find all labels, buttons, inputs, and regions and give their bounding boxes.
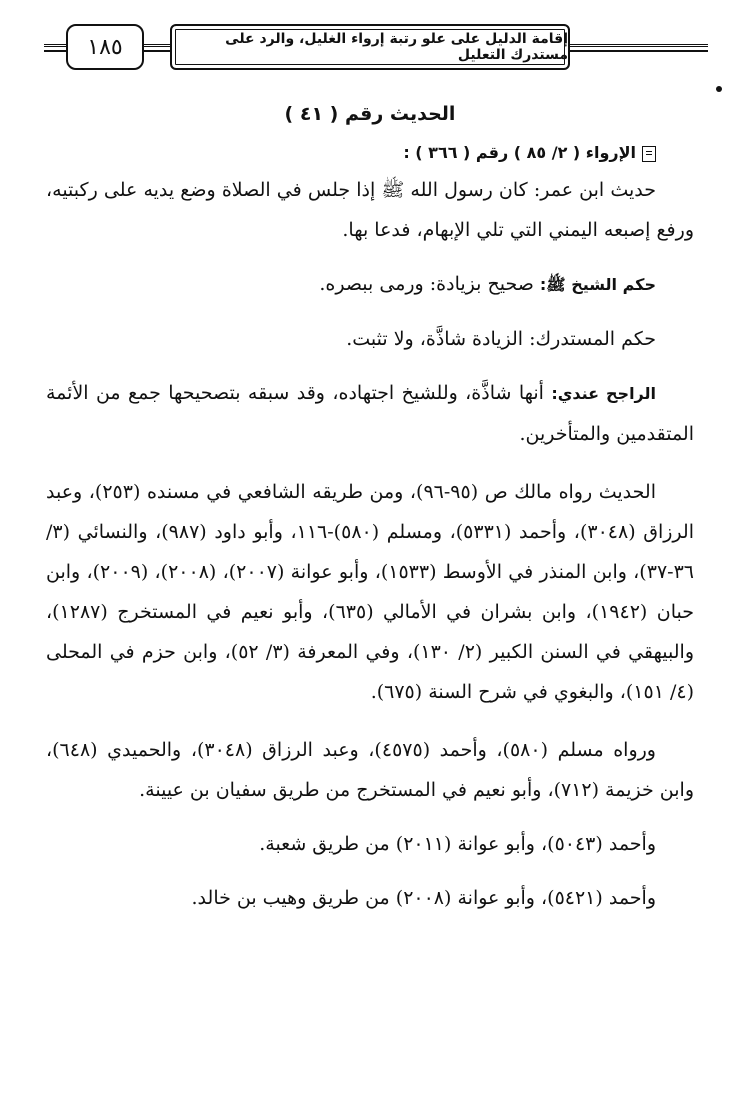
ruling-shaykh <box>46 264 694 305</box>
ruling-critic-text: الزيادة شاذَّة، ولا تثبت. <box>346 328 530 350</box>
preferred-opinion <box>46 373 694 454</box>
takhrij-paragraph-2: ورواه مسلم (٥٨٠)، وأحمد (٤٥٧٥)، وعبد الرزاق (٣٠٤٨)، والحميدي (٦٤٨)، وابن خزيمة (٧١٢)، وأبو نعيم في المستخرج من طريق سفيان بن عيينة. <box>46 739 694 801</box>
source-reference <box>46 136 656 170</box>
page-number: ١٨٥ <box>87 34 123 60</box>
ruling-critic <box>46 319 694 359</box>
ruling-shaykh-text: صحيح بزيادة: ورمى ببصره. <box>319 273 540 295</box>
preferred-text: أنها شاذَّة، وللشيخ اجتهاده، وقد سبقه بتصحيحها جمع من الأئمة المتقدمين والمتأخرين. <box>46 382 694 445</box>
ruling-shaykh-label: حكم الشيخ ﷺ: <box>539 275 656 294</box>
source-text: الإرواء ( ٢/ ٨٥ ) رقم ( ٣٦٦ ) : <box>403 143 636 162</box>
takhrij-paragraph-1: الحديث رواه مالك ص (٩٥-٩٦)، ومن طريقه الشافعي في مسنده (٢٥٣)، وعبد الرزاق (٣٠٤٨)، وأحمد (٥٣٣١)، ومسلم (٥٨٠)-١١٦، وأبو داود (٩٨٧)، والنسائي (٣/ ٣٦-٣٧)، وابن المنذر في الأوسط (١٥٣٣)، وأبو عوانة (٢٠٠٧)، (٢٠٠٨)، (٢٠٠٩)، وابن حبان (١٩٤٢)، وابن بشران في الأمالي (٦٣٥)، وأبو نعيم في المستخرج (١٢٨٧)، والبيهقي في السنن الكبير (٢/ ١٣٠)، وفي المعرفة (٣/ ٥٢)، وابن حزم في المحلى (٤/ ١٥١)، والبغوي في شرح السنة (٦٧٥). <box>46 481 694 703</box>
running-title: إقامة الدليل على علو رتبة إرواء الغليل، والرد على مستدرك التعليل <box>225 31 568 63</box>
takhrij-paragraph-3: وأحمد (٥٠٤٣)، وأبو عوانة (٢٠١١) من طريق شعبة. <box>259 833 656 855</box>
takhrij-paragraph-4: وأحمد (٥٤٢١)، وأبو عوانة (٢٠٠٨) من طريق وهيب بن خالد. <box>191 887 656 909</box>
page-body <box>46 94 694 918</box>
page-number-box <box>66 24 144 70</box>
hadith-heading: الحديث رقم ( ٤١ ) <box>284 103 456 125</box>
preferred-label: الراجح عندي: <box>551 384 657 403</box>
book-icon <box>642 146 656 162</box>
ruling-critic-label: حكم المستدرك: <box>529 328 656 350</box>
hadith-text: حديث ابن عمر: كان رسول الله ﷺ إذا جلس في الصلاة وضع يديه على ركبتيه، ورفع إصبعه اليمني التي تلي الإبهام، فدعا بها. <box>46 179 694 241</box>
margin-dot <box>716 86 722 92</box>
running-title-box <box>170 24 570 70</box>
